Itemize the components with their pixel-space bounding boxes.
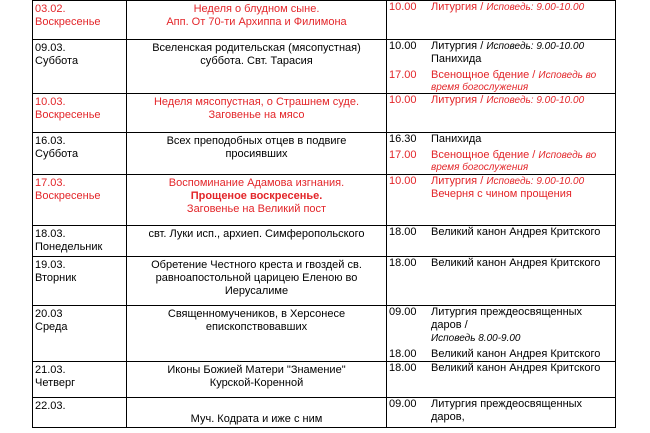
feast-line: Всех преподобных отцев в подвиге: [166, 135, 347, 147]
weekday-text: Вторник: [35, 272, 77, 284]
service-name: [425, 40, 615, 53]
services-cell: [387, 226, 616, 257]
confession-note: Исповедь 8.00-9.00: [431, 333, 521, 344]
service-name: [425, 306, 615, 332]
confession-note: Исповедь во: [538, 70, 597, 81]
weekday-text: Суббота: [35, 55, 79, 67]
service-time: 09.00: [389, 306, 417, 318]
schedule-row: [33, 306, 616, 362]
weekday-text: Понедельник: [35, 241, 103, 253]
feast-cell: [127, 226, 387, 257]
feast-cell: [127, 40, 387, 94]
service-line: [387, 149, 615, 162]
date-cell: [33, 257, 127, 306]
service-name: [425, 94, 615, 107]
service-time: 18.00: [389, 226, 417, 238]
date-text: 10.03.: [35, 96, 66, 108]
date-cell: [33, 306, 127, 362]
schedule-row: [33, 226, 616, 257]
service-time: 18.00: [389, 362, 417, 374]
feast-line: Обретение Честного креста и гвоздей св.: [151, 259, 362, 271]
services-cell: [387, 398, 616, 428]
date-cell: [33, 133, 127, 175]
feast-line: Иконы Божией Матери "Знамение": [167, 364, 346, 376]
feast-cell: [127, 306, 387, 362]
services-cell: [387, 362, 616, 398]
service-title: Великий канон Андрея Критского: [431, 348, 601, 360]
service-name: [425, 398, 615, 424]
service-title: Литургия /: [431, 175, 487, 187]
service-time: 18.00: [389, 257, 417, 269]
service-title: Великий канон Андрея Критского: [431, 362, 601, 374]
service-time: [387, 53, 425, 66]
date-text: 21.03.: [35, 364, 66, 376]
feast-line: Вселенская родительская (мясопустная): [152, 42, 361, 54]
confession-note: Исповедь: 9.00-10.00: [486, 176, 585, 187]
service-title: Литургия преждеосвященных даров,: [431, 398, 583, 423]
service-line: [387, 362, 615, 375]
service-title: Всенощное бдение /: [431, 69, 539, 81]
date-text: 19.03.: [35, 259, 66, 271]
services-cell: [387, 306, 616, 362]
schedule-table: [32, 0, 616, 428]
feast-line: Заговенье на Великий пост: [186, 203, 327, 215]
service-time: [387, 188, 425, 201]
service-name: [425, 226, 615, 239]
feast-line: Заговенье на мясо: [208, 109, 305, 121]
feast-line: равноапостольной царицею Еленою во: [155, 272, 358, 284]
schedule-row: [33, 398, 616, 428]
schedule-row: [33, 257, 616, 306]
date-cell: [33, 226, 127, 257]
confession-note: Исповедь: 9.00-10.00: [486, 2, 585, 13]
service-time: 09.00: [389, 398, 417, 410]
services-cell: [387, 94, 616, 133]
service-line: [387, 1, 615, 14]
feast-line: Иерусалиме: [224, 285, 289, 297]
date-text: 16.03.: [35, 135, 66, 147]
feast-line: [130, 400, 383, 413]
confession-note: Исповедь: 9.00-10.00: [486, 95, 585, 106]
service-line: [387, 94, 615, 107]
service-name: [425, 133, 615, 146]
service-time: 10.00: [389, 1, 417, 13]
service-title: Великий канон Андрея Критского: [431, 257, 601, 269]
service-time: 17.00: [389, 69, 417, 81]
schedule-row: [33, 94, 616, 133]
service-line: [387, 398, 615, 424]
services-cell: [387, 257, 616, 306]
service-line: [387, 40, 615, 53]
feast-cell: [127, 257, 387, 306]
service-line: [387, 69, 615, 82]
feast-cell: [127, 398, 387, 428]
schedule-sheet: [32, 0, 615, 428]
feast-line: Апп. От 70-ти Архиппа и Филимона: [166, 16, 347, 28]
feast-line: Неделя о блудном сыне.: [193, 3, 320, 15]
schedule-row: [33, 1, 616, 40]
service-title: Панихида: [431, 133, 482, 145]
services-cell: [387, 133, 616, 175]
weekday-text: Четверг: [35, 377, 76, 389]
date-text: 22.03.: [35, 400, 66, 412]
date-cell: [33, 362, 127, 398]
service-name: [425, 332, 615, 345]
confession-note-cont: время богослужения: [431, 82, 529, 93]
service-title: Литургия /: [431, 40, 487, 52]
date-cell: [33, 398, 127, 428]
service-time: 10.00: [389, 40, 417, 52]
feast-line: Курской-Коренной: [209, 377, 304, 389]
feast-cell: [127, 175, 387, 226]
service-time: 10.00: [389, 94, 417, 106]
schedule-row: [33, 40, 616, 94]
weekday-text: Суббота: [35, 148, 79, 160]
service-title: Всенощное бдение /: [431, 149, 539, 161]
schedule-row: [33, 362, 616, 398]
services-cell: [387, 1, 616, 40]
weekday-text: [35, 413, 126, 426]
service-line: [387, 306, 615, 332]
date-text: 18.03.: [35, 228, 66, 240]
service-title: Панихида: [431, 53, 482, 65]
service-name: [425, 149, 615, 162]
date-cell: [33, 40, 127, 94]
service-time: 18.00: [389, 348, 417, 360]
date-text: 17.03.: [35, 177, 66, 189]
service-line: [387, 188, 615, 201]
service-name: [425, 348, 615, 361]
service-title: Литургия /: [431, 94, 487, 106]
date-cell: [33, 94, 127, 133]
feast-cell: [127, 133, 387, 175]
service-line: [387, 175, 615, 188]
service-name: [425, 53, 615, 66]
service-line: [387, 332, 615, 345]
service-title: Великий канон Андрея Критского: [431, 226, 601, 238]
date-cell: [33, 1, 127, 40]
date-text: 03.02.: [35, 3, 66, 15]
service-time: 10.00: [389, 175, 417, 187]
confession-note: Исповедь: 9.00-10.00: [486, 41, 585, 52]
service-time: [387, 332, 425, 345]
schedule-row: [33, 175, 616, 226]
feast-line: Священномучеников, в Херсонесе: [167, 308, 346, 320]
service-line: [387, 226, 615, 239]
service-name: [425, 1, 615, 14]
services-cell: [387, 175, 616, 226]
service-name: [425, 69, 615, 82]
weekday-text: Воскресенье: [35, 109, 101, 121]
weekday-text: Среда: [35, 321, 68, 333]
service-line: [387, 348, 615, 361]
feast-line: Прощеное воскресенье.: [190, 190, 323, 202]
feast-line: Воспоминание Адамова изгнания.: [168, 177, 345, 189]
feast-line: епископствовавших: [205, 321, 308, 333]
feast-cell: [127, 362, 387, 398]
service-title: Вечерня с чином прощения: [431, 188, 572, 200]
schedule-row: [33, 133, 616, 175]
service-name: [425, 257, 615, 270]
weekday-text: Воскресенье: [35, 16, 101, 28]
service-name: [425, 362, 615, 375]
feast-line: просиявших: [225, 148, 288, 160]
feast-line: Муч. Кодрата и иже с ним: [190, 413, 323, 425]
service-time: 16.30: [389, 133, 417, 145]
service-line: [387, 53, 615, 66]
feast-line: суббота. Свт. Тарасия: [200, 55, 313, 67]
service-name: [425, 188, 615, 201]
confession-note: Исповедь во: [538, 150, 597, 161]
weekday-text: Воскресенье: [35, 190, 101, 202]
date-text: 09.03.: [35, 42, 66, 54]
service-time: 17.00: [389, 149, 417, 161]
service-title: Литургия /: [431, 1, 487, 13]
service-title: Литургия преждеосвященных даров /: [431, 306, 583, 331]
feast-cell: [127, 1, 387, 40]
service-line: [387, 133, 615, 146]
feast-line: Неделя мясопустная, о Страшнем суде.: [153, 96, 360, 108]
service-line: [387, 257, 615, 270]
services-cell: [387, 40, 616, 94]
date-cell: [33, 175, 127, 226]
confession-note-cont: время богослужения: [431, 162, 529, 173]
service-name: [425, 175, 615, 188]
date-text: 20.03: [35, 308, 63, 320]
feast-line: свт. Луки исп., архиеп. Симферопольского: [148, 228, 365, 240]
feast-cell: [127, 94, 387, 133]
